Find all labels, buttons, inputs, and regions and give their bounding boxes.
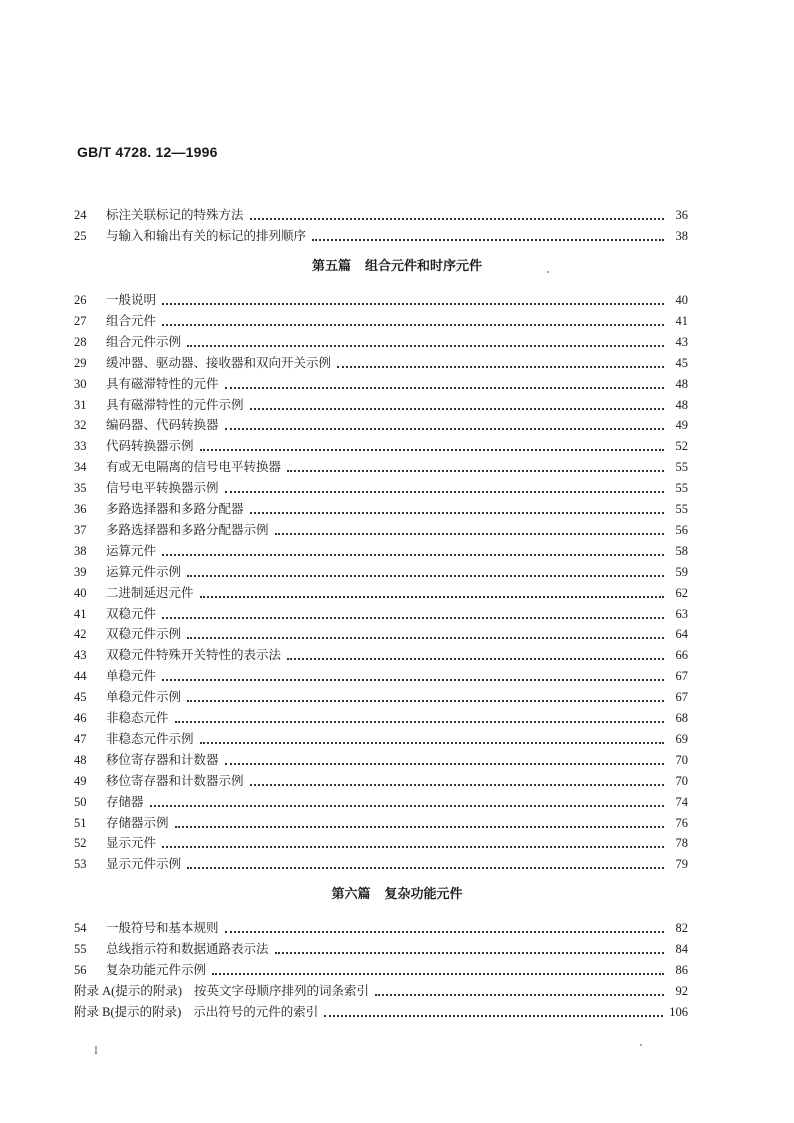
toc-entry-title: 二进制延迟元件 [106,584,194,600]
dot-leader [200,596,664,598]
toc-entry-number: 39 [74,564,87,579]
dot-leader [312,239,664,241]
toc-entry-title: 复杂功能元件示例 [106,962,207,977]
toc-entry-number: 52 [74,836,87,851]
toc-entry-number: 25 [74,229,87,243]
toc-entry-title: 非稳态元件示例 [106,730,194,746]
toc-entry-page: 38 [675,229,688,243]
toc-entry-number: 35 [74,481,87,496]
toc-entry [74,747,688,768]
toc-entry-page: 55 [675,481,688,496]
dot-leader [250,408,664,410]
dot-leader [187,637,664,639]
toc-entry-title: 一般说明 [106,292,157,307]
toc-entry-title: 编码器、代码转换器 [106,417,219,433]
toc-entry [74,538,688,559]
toc-entry [74,223,688,244]
toc-entry-number: 47 [74,731,87,746]
part5-title: 组合元件和时序元件 [365,259,483,274]
toc-entry-page: 52 [675,439,688,454]
toc-entry-number: 48 [74,752,87,767]
toc-entry-number: 54 [74,921,87,935]
toc-entry-number: 33 [74,439,87,454]
toc-entry-page: 55 [675,460,688,475]
dot-leader [162,679,664,681]
dot-leader [225,931,664,933]
toc-entry-number: 32 [74,418,87,433]
dot-leader [200,742,664,744]
part5-heading [0,258,794,276]
toc-entry-page: 63 [675,606,688,621]
toc-entry-title: 按英文字母顺序排列的词条索引 [193,983,369,998]
toc-entry-page: 48 [675,376,688,391]
toc-entry-page: 67 [675,690,688,705]
toc-entry-page: 59 [675,564,688,579]
toc-entry-title: 一般符号和基本规则 [106,920,219,935]
toc-entry-title: 非稳态元件 [106,710,169,725]
toc-entry [74,768,688,789]
scan-speck [547,271,549,273]
toc-entry-title: 代码转换器示例 [106,438,194,454]
dot-leader [225,491,664,493]
toc-entry-page: 55 [675,502,688,516]
dot-leader [162,554,664,556]
dot-leader [225,763,664,765]
toc-entry [74,830,688,851]
toc-entry [74,915,688,936]
toc-entry-number: 29 [74,355,87,370]
toc-entry-number: 37 [74,522,87,537]
dot-leader [275,952,664,954]
toc-entry-title: 具有磁滞特性的元件示例 [106,396,244,412]
toc-entry-page: 43 [675,334,688,349]
toc-entry [74,287,688,308]
toc-entry [74,999,688,1020]
toc-entry [74,580,688,601]
toc-entry-title: 存储器示例 [106,814,169,830]
toc-entry-page: 69 [675,731,688,746]
toc-entry-title: 存储器 [106,793,144,809]
toc-entry [74,726,688,747]
toc-entry [74,705,688,726]
dot-leader [225,428,664,430]
appendix-label: 附录 B(提示的附录) [74,1005,182,1019]
dot-leader [187,700,664,702]
dot-leader [250,218,664,220]
toc-entry-number: 31 [74,397,87,412]
toc-entry-number: 44 [74,669,87,684]
toc-entry-number: 51 [74,815,87,830]
toc-entry-number: 26 [74,293,87,307]
toc-entry-title: 总线指示符和数据通路表示法 [106,941,269,956]
toc-entry-number: 40 [74,585,87,600]
toc-entry-number: 36 [74,502,87,516]
toc-entry [74,371,688,392]
toc-entry [74,936,688,957]
toc-entry-title: 双稳元件 [106,605,157,621]
part6-label: 第六篇 [331,887,371,902]
toc-entry-title: 单稳元件示例 [106,689,182,705]
toc-entry-page: 64 [675,627,688,642]
toc-entry-page: 48 [675,397,688,412]
toc-entry [74,601,688,622]
toc-entry [74,684,688,705]
toc-entry-page: 106 [669,1005,688,1019]
toc-entry-page: 78 [675,836,688,851]
toc-entry [74,475,688,496]
dot-leader [287,470,664,472]
toc-entry-page: 92 [675,984,688,998]
appendix-label: 附录 A(提示的附录) [74,984,182,998]
dot-leader [225,387,664,389]
toc-entry [74,329,688,350]
part5-label: 第五篇 [311,259,351,274]
dot-leader [337,366,664,368]
dot-leader [250,784,664,786]
page-number-mark: I [94,1046,98,1057]
dot-leader [324,1015,663,1017]
toc-entry-page: 86 [675,963,688,977]
toc-entry [74,559,688,580]
toc-entry-page: 49 [675,418,688,433]
toc-entry-title: 双稳元件示例 [106,626,182,642]
dot-leader [375,994,664,996]
toc-entry-number: 53 [74,857,87,872]
toc-entry [74,454,688,475]
dot-leader [275,533,664,535]
toc-entry-title: 移位寄存器和计数器 [106,751,219,767]
dot-leader [200,449,664,451]
toc-entry-number: 43 [74,648,87,663]
dot-leader [162,617,664,619]
toc-entry-title: 信号电平转换器示例 [106,480,219,496]
dot-leader [162,324,664,326]
dot-leader [162,846,664,848]
toc-entry-title: 运算元件 [106,542,157,558]
toc-entry-title: 多路选择器和多路分配器 [106,501,244,516]
toc-entry [74,308,688,329]
toc-entry-title: 缓冲器、驱动器、接收器和双向开关示例 [106,354,332,370]
toc-entry-number: 34 [74,460,87,475]
toc-entry [74,663,688,684]
toc-entry [74,621,688,642]
toc-entry-title: 与输入和输出有关的标记的排列顺序 [106,228,307,243]
toc-entry-title: 组合元件示例 [106,333,182,349]
toc-entry [74,957,688,978]
scan-speck [640,1044,642,1046]
toc-entry [74,496,688,517]
dot-leader [150,805,664,807]
toc-entry-title: 运算元件示例 [106,563,182,579]
toc-entry [74,202,688,223]
toc-entry-page: 45 [675,355,688,370]
toc-entry [74,810,688,831]
toc-entry-title: 单稳元件 [106,668,157,684]
toc-entry-title: 标注关联标记的特殊方法 [106,207,244,222]
part6-title: 复杂功能元件 [384,887,463,902]
toc-entry-number: 27 [74,313,87,328]
toc-entry-number: 50 [74,794,87,809]
toc-entry-page: 56 [675,522,688,537]
part6-heading [0,886,794,904]
toc-entry-page: 58 [675,543,688,558]
dot-leader [187,575,664,577]
dot-leader [187,345,664,347]
toc-entry-number: 28 [74,334,87,349]
toc-entry-page: 82 [675,921,688,935]
toc-entry-number: 55 [74,942,87,956]
dot-leader [187,867,664,869]
toc-entry [74,851,688,872]
toc-entry-title: 显示元件 [106,835,157,851]
dot-leader [250,512,664,514]
dot-leader [212,973,664,975]
toc-entry [74,433,688,454]
toc-entry [74,642,688,663]
toc-entry-number: 56 [74,963,87,977]
toc-entry-title: 组合元件 [106,312,157,328]
toc-entry-page: 70 [675,773,688,788]
toc-entry-page: 41 [675,313,688,328]
toc-entry [74,412,688,433]
toc-entry-page: 76 [675,815,688,830]
toc-entry-number: 42 [74,627,87,642]
toc-entry-page: 40 [675,293,688,307]
toc-entry-title: 示出符号的元件的索引 [193,1004,319,1019]
toc-entry-page: 84 [675,942,688,956]
dot-leader [175,721,664,723]
toc-entry [74,392,688,413]
toc-entry-title: 双稳元件特殊开关特性的表示法 [106,647,282,663]
toc-entry [74,517,688,538]
toc-entry-number: 24 [74,208,87,222]
dot-leader [175,826,664,828]
toc-entry-number: 38 [74,543,87,558]
toc-entry-page: 70 [675,752,688,767]
toc-entry-page: 36 [675,208,688,222]
toc-entry-number: 41 [74,606,87,621]
dot-leader [162,303,664,305]
toc-entry-page: 67 [675,669,688,684]
toc-entry-page: 79 [675,857,688,872]
toc-entry-page: 68 [675,711,688,725]
toc-entry-number: 49 [74,773,87,788]
toc-entry-page: 62 [675,585,688,600]
toc-entry [74,789,688,810]
toc-entry-title: 有或无电隔离的信号电平转换器 [106,459,282,475]
toc-entry-page: 74 [675,794,688,809]
toc-entry-title: 具有磁滞特性的元件 [106,375,219,391]
toc-entry [74,978,688,999]
toc-entry-title: 显示元件示例 [106,856,182,872]
toc-entry-title: 多路选择器和多路分配器示例 [106,521,269,537]
toc-entry-title: 移位寄存器和计数器示例 [106,772,244,788]
standard-code: GB/T 4728. 12—1996 [77,144,218,160]
dot-leader [287,658,664,660]
toc-entry-number: 46 [74,711,87,725]
toc-entry [74,350,688,371]
toc-entry-page: 66 [675,648,688,663]
toc-entry-number: 45 [74,690,87,705]
toc-entry-number: 30 [74,376,87,391]
